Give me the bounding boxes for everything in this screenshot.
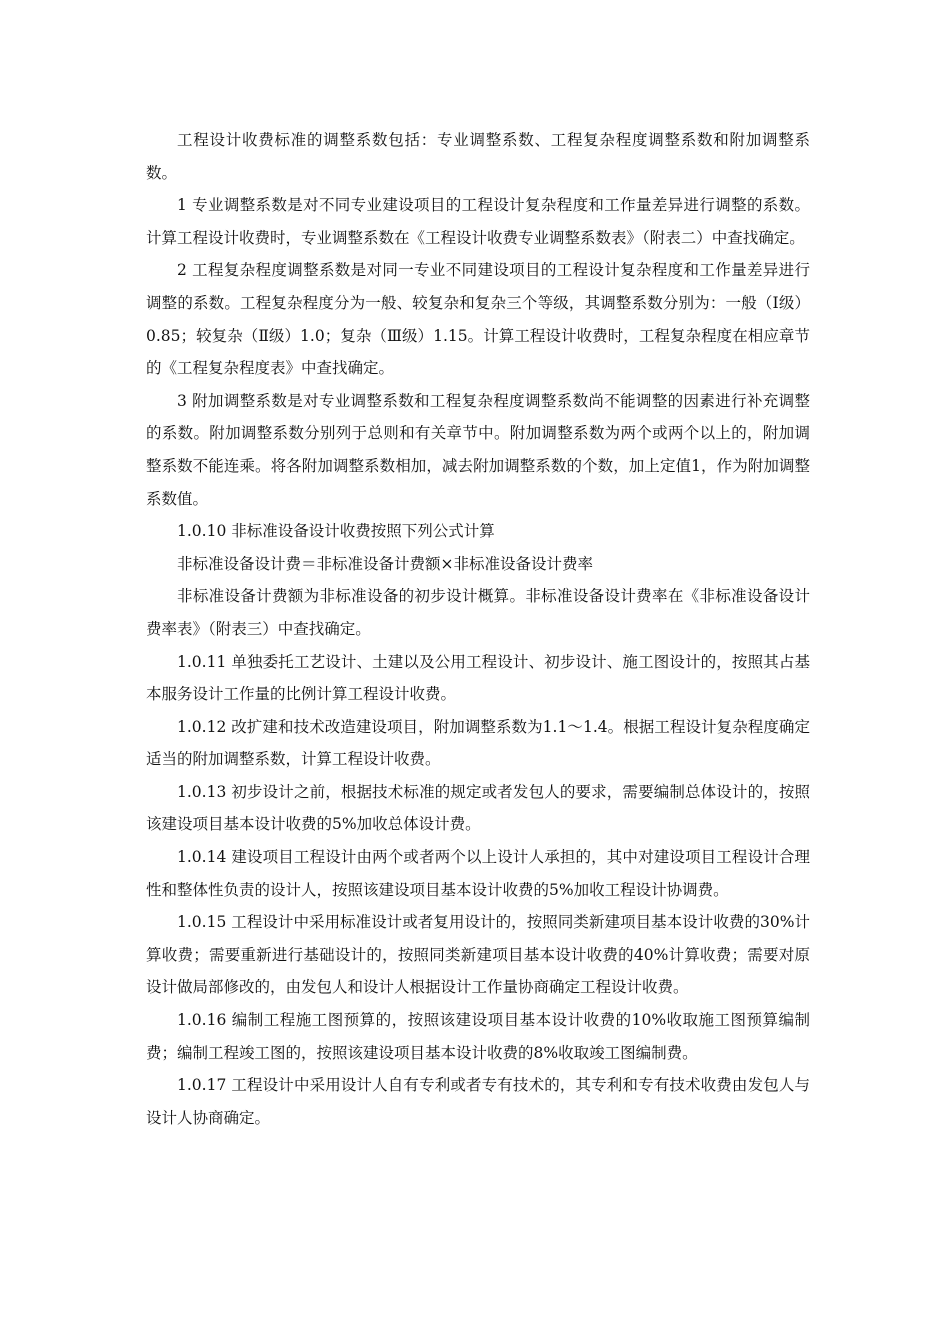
paragraph-additional-coefficient: 3 附加调整系数是对专业调整系数和工程复杂程度调整系数尚不能调整的因素进行补充调整的系数。附加调整系数分别列于总则和有关章节中。附加调整系数为两个或两个以上的，附加调整系数不能连乘。将各附加调整系数相加，减去附加调整系数的个数，加上定值1，作为附加调整系数值。 — [146, 391, 810, 508]
paragraph-1-0-16: 1.0.16 编制工程施工图预算的，按照该建设项目基本设计收费的10%收取施工图预算编制费；编制工程竣工图的，按照该建设项目基本设计收费的8%收取竣工图编制费。 — [146, 1011, 810, 1062]
paragraph-1-0-17: 1.0.17 工程设计中采用设计人自有专利或者专有技术的，其专利和专有技术收费由发包人与设计人协商确定。 — [146, 1076, 810, 1127]
paragraph-1-0-13: 1.0.13 初步设计之前，根据技术标准的规定或者发包人的要求，需要编制总体设计的，按照该建设项目基本设计收费的5%加收总体设计费。 — [146, 782, 810, 834]
paragraph-adjustment-overview: 工程设计收费标准的调整系数包括：专业调整系数、工程复杂程度调整系数和附加调整系数。 — [146, 131, 810, 182]
paragraph-1-0-11: 1.0.11 单独委托工艺设计、土建以及公用工程设计、初步设计、施工图设计的，按照其占基本服务设计工作量的比例计算工程设计收费。 — [146, 652, 810, 704]
paragraph-1-0-14: 1.0.14 建设项目工程设计由两个或者两个以上设计人承担的，其中对建设项目工程设计合理性和整体性负责的设计人，按照该建设项目基本设计收费的5%加收工程设计协调费。 — [146, 848, 810, 899]
paragraph-formula: 非标准设备设计费＝非标准设备计费额×非标准设备设计费率 — [177, 554, 593, 573]
paragraph-1-0-15: 1.0.15 工程设计中采用标准设计或者复用设计的，按照同类新建项目基本设计收费的30%计算收费；需要重新进行基础设计的，按照同类新建项目基本设计收费的40%计算收费；需要对原设计做局部修改的，由发包人和设计人根据设计工作量协商确定工程设计收费。 — [146, 913, 810, 997]
paragraph-1-0-10: 1.0.10 非标准设备设计收费按照下列公式计算 — [177, 522, 495, 541]
paragraph-complexity-coefficient: 2 工程复杂程度调整系数是对同一专业不同建设项目的工程设计复杂程度和工作量差异进行调整的系数。工程复杂程度分为一般、较复杂和复杂三个等级，其调整系数分别为：一般（Ⅰ级）0.85；较复杂（Ⅱ级）1.0；复杂（Ⅲ级）1.15。计算工程设计收费时，工程复杂程度在相应章节的《工程复杂程度表》中查找确定。 — [146, 261, 810, 378]
paragraph-1-0-12: 1.0.12 改扩建和技术改造建设项目，附加调整系数为1.1～1.4。根据工程设计复杂程度确定适当的附加调整系数，计算工程设计收费。 — [146, 717, 810, 769]
paragraph-professional-coefficient: 1 专业调整系数是对不同专业建设项目的工程设计复杂程度和工作量差异进行调整的系数。计算工程设计收费时，专业调整系数在《工程设计收费专业调整系数表》（附表二）中查找确定。 — [146, 196, 810, 247]
paragraph-nonstandard-equipment: 非标准设备计费额为非标准设备的初步设计概算。非标准设备设计费率在《非标准设备设计费率表》（附表三）中查找确定。 — [146, 587, 810, 638]
document-body — [146, 124, 810, 1134]
